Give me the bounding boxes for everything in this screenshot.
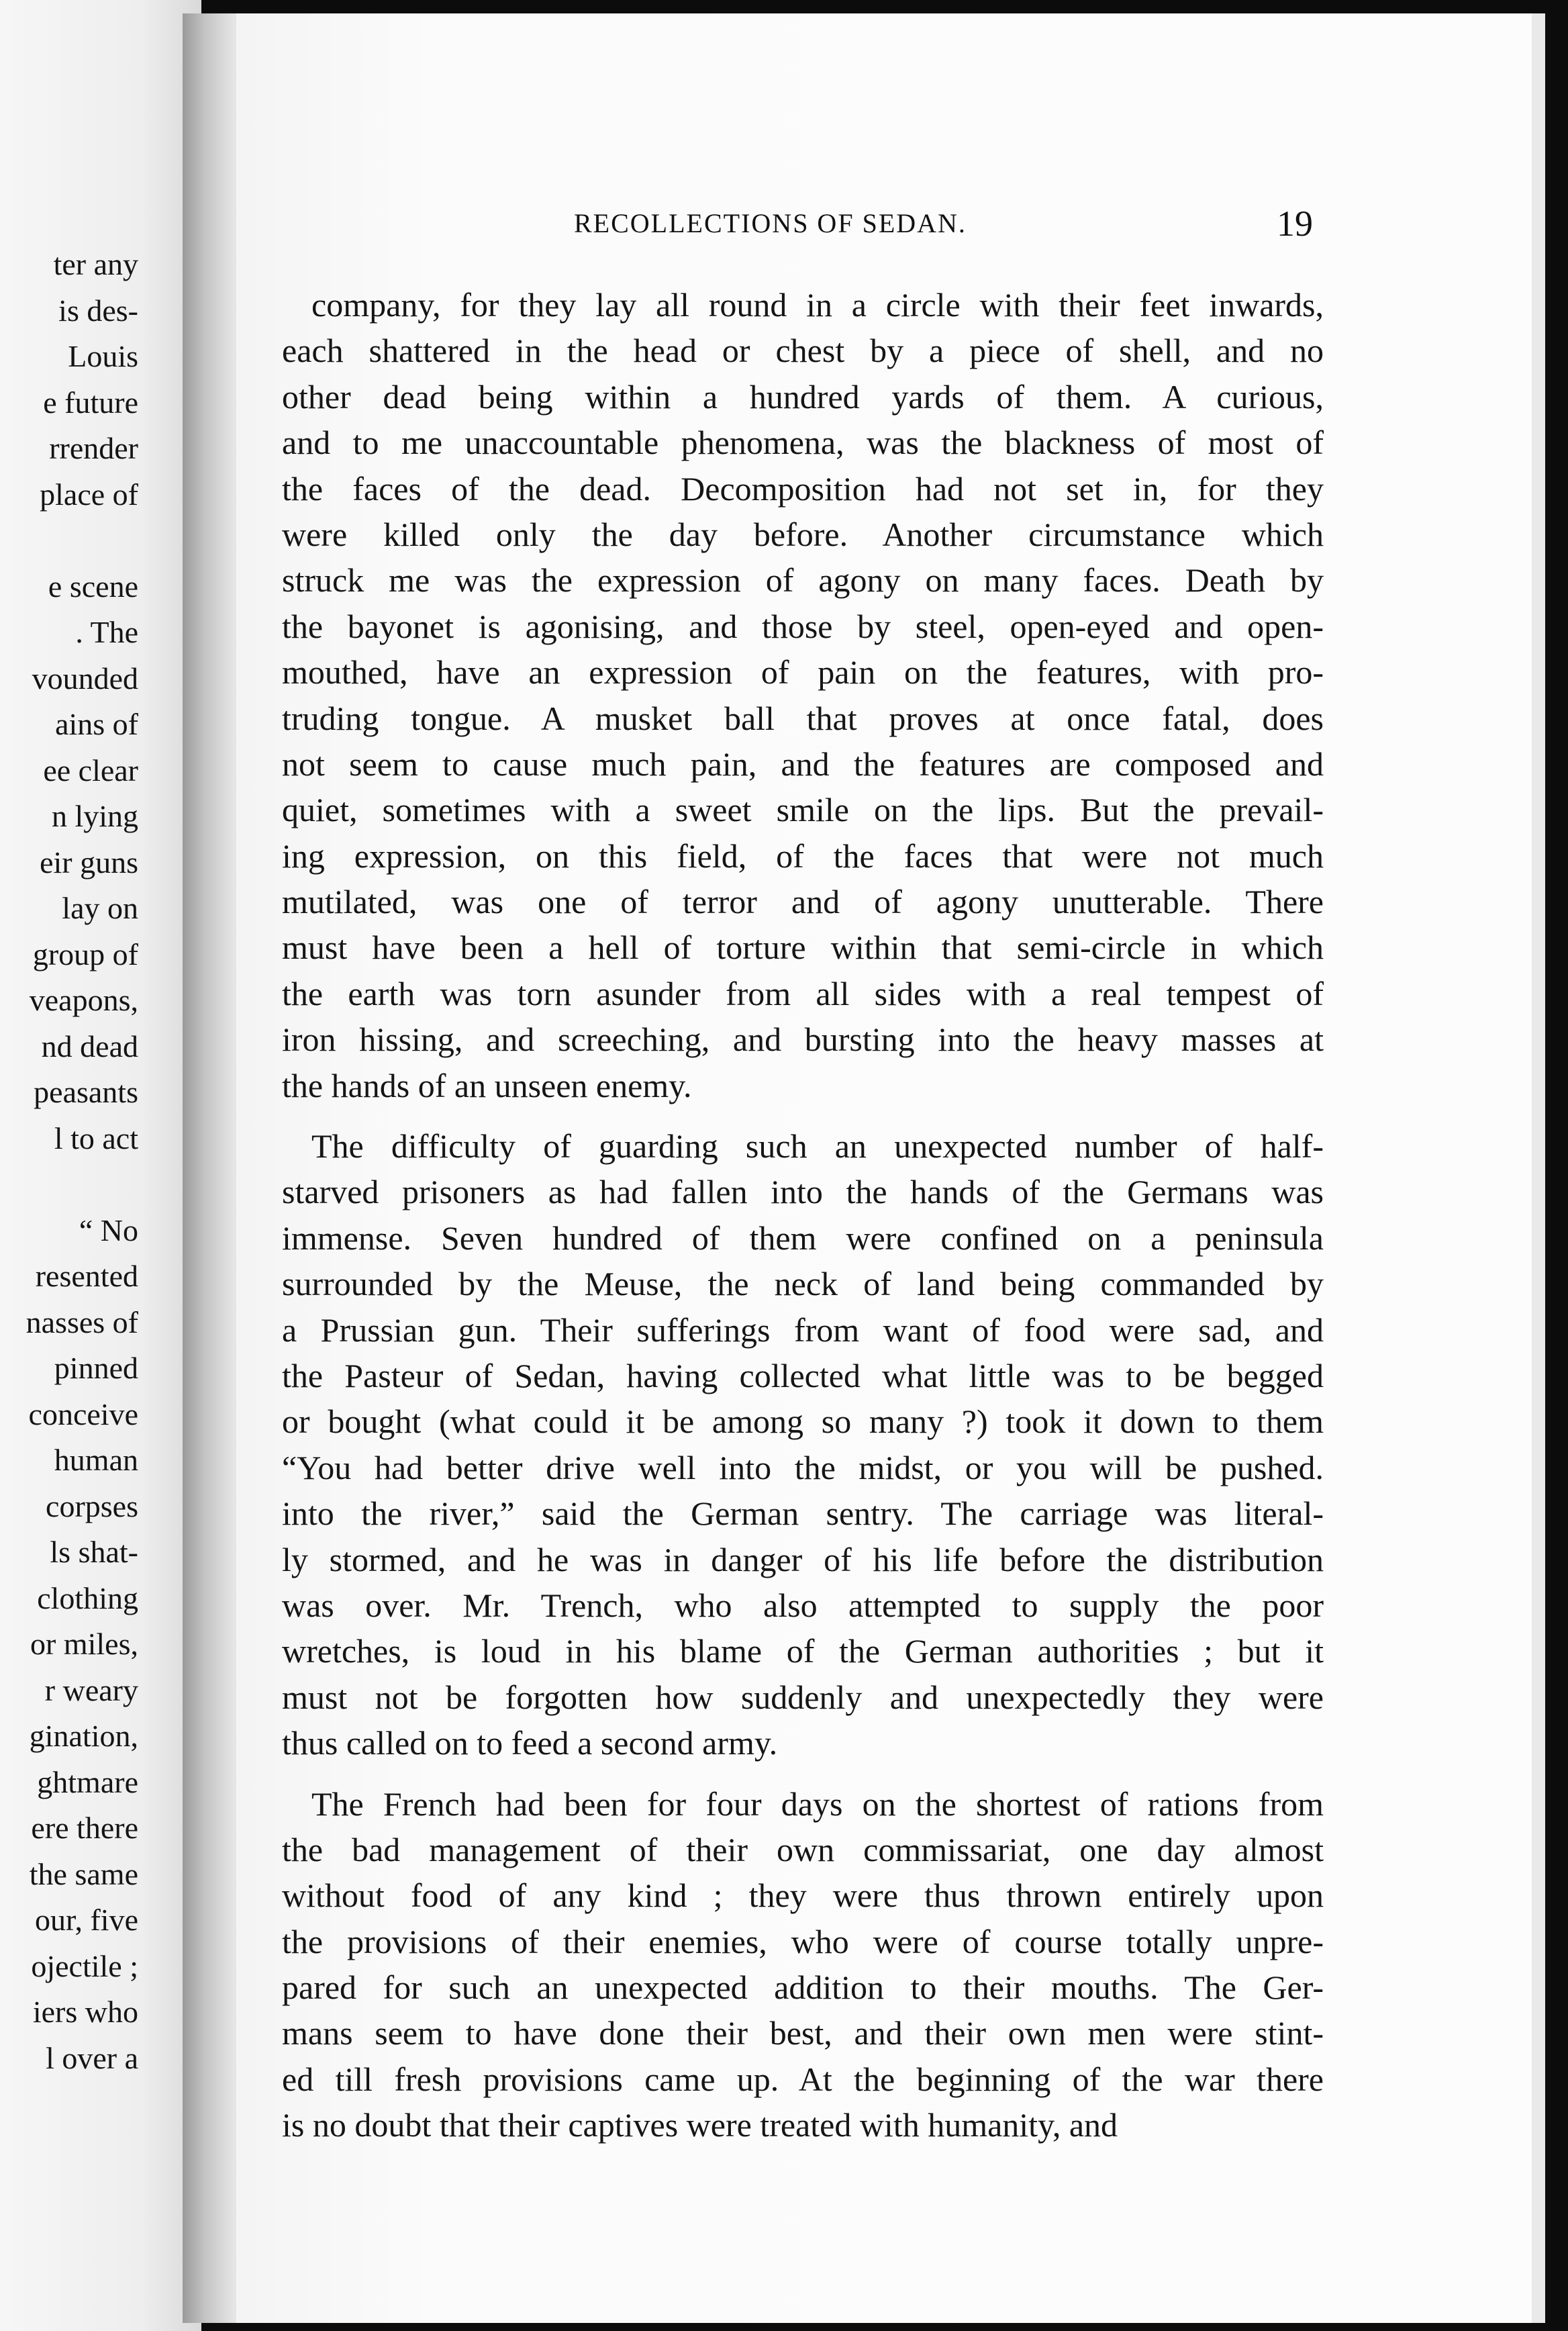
previous-page-line: corpses bbox=[46, 1488, 138, 1523]
text-line: the provisions of their enemies, who were of course totally unpre- bbox=[282, 1922, 1324, 1960]
text-line: were killed only the day before. Another circumstance which bbox=[282, 515, 1324, 553]
page-header bbox=[236, 200, 1532, 247]
text-line: a Prussian gun. Their sufferings from want of food were sad, and bbox=[282, 1311, 1324, 1349]
previous-page-line: veapons, bbox=[29, 983, 138, 1017]
text-line: mans seem to have done their best, and their own men were stint- bbox=[282, 2014, 1324, 2052]
text-line: must have been a hell of torture within that semi-circle in which bbox=[282, 929, 1324, 967]
text-line: the Pasteur of Sedan, having collected what little was to be begged bbox=[282, 1356, 1324, 1394]
previous-page-line: lay on bbox=[62, 891, 138, 925]
previous-page-line: iers who bbox=[32, 1995, 138, 2029]
previous-page-line: eir guns bbox=[40, 845, 138, 879]
text-line: into the river,” said the German sentry. The carriage was literal- bbox=[282, 1494, 1324, 1533]
running-head: RECOLLECTIONS OF SEDAN. bbox=[574, 208, 967, 238]
text-line: without food of any kind ; they were thus thrown entirely upon bbox=[282, 1876, 1324, 1915]
previous-page-line: ojectile ; bbox=[31, 1948, 138, 1983]
previous-page-line: ee clear bbox=[43, 753, 138, 788]
previous-page-line: ls shat- bbox=[50, 1535, 138, 1569]
text-line: mouthed, have an expression of pain on the features, with pro- bbox=[282, 653, 1324, 692]
previous-page-line: e scene bbox=[48, 569, 138, 604]
text-line: The French had been for four days on the shortest of rations from bbox=[311, 1785, 1324, 1823]
previous-page-line: group of bbox=[32, 937, 138, 971]
previous-page-line: the same bbox=[29, 1856, 138, 1891]
text-line: ing expression, on this field, of the faces that were not much bbox=[282, 837, 1324, 875]
previous-page-line: n lying bbox=[51, 799, 138, 833]
previous-page-line: “ No bbox=[79, 1212, 138, 1247]
text-line: must not be forgotten how suddenly and unexpectedly they were bbox=[282, 1678, 1324, 1716]
previous-page-line: resented bbox=[35, 1259, 138, 1293]
text-line: the bayonet is agonising, and those by steel, open-eyed and open- bbox=[282, 607, 1324, 645]
previous-page-line: l to act bbox=[54, 1121, 138, 1155]
previous-page-line bbox=[0, 1161, 138, 1208]
previous-page-text bbox=[0, 242, 138, 2081]
previous-page-line: rrender bbox=[49, 431, 138, 465]
book-page bbox=[236, 13, 1532, 2323]
previous-page-line: ere there bbox=[31, 1811, 138, 1845]
text-line: was over. Mr. Trench, who also attempted to supply the poor bbox=[282, 1586, 1324, 1624]
previous-page-line: ghtmare bbox=[37, 1764, 138, 1799]
text-line: ed till fresh provisions came up. At the beginning of the war there bbox=[282, 2060, 1324, 2098]
previous-page-line: clothing bbox=[37, 1580, 138, 1615]
text-line: wretches, is loud in his blame of the German authorities ; but it bbox=[282, 1632, 1324, 1670]
text-line: quiet, sometimes with a sweet smile on the lips. But the prevail- bbox=[282, 791, 1324, 829]
previous-page-line: ains of bbox=[55, 707, 138, 741]
previous-page bbox=[0, 0, 201, 2331]
text-line: truding tongue. A musket ball that proves at once fatal, does bbox=[282, 699, 1324, 737]
text-line: not seem to cause much pain, and the features are composed and bbox=[282, 745, 1324, 783]
paragraph-1 bbox=[282, 282, 1324, 1108]
text-line: thus called on to feed a second army. bbox=[282, 1724, 778, 1762]
previous-page-line: gination, bbox=[29, 1719, 138, 1753]
previous-page-line: or miles, bbox=[30, 1627, 138, 1661]
previous-page-line: r weary bbox=[44, 1672, 138, 1707]
text-line: the earth was torn asunder from all sides with a real tempest of bbox=[282, 974, 1324, 1012]
text-line: ly stormed, and he was in danger of his life before the distribution bbox=[282, 1540, 1324, 1578]
text-line: surrounded by the Meuse, the neck of land being commanded by bbox=[282, 1265, 1324, 1303]
previous-page-line: nd dead bbox=[41, 1029, 138, 1063]
previous-page-line: nasses of bbox=[26, 1304, 138, 1339]
paragraph-2 bbox=[282, 1123, 1324, 1766]
text-line: “You had better drive well into the midst, or you will be pushed. bbox=[282, 1448, 1324, 1486]
previous-page-line: human bbox=[54, 1443, 138, 1477]
text-line: each shattered in the head or chest by a piece of shell, and no bbox=[282, 332, 1324, 370]
text-line: pared for such an unexpected addition to their mouths. The Ger- bbox=[282, 1968, 1324, 2007]
text-line: the bad management of their own commissariat, one day almost bbox=[282, 1830, 1324, 1868]
previous-page-line: Louis bbox=[68, 339, 138, 373]
previous-page-line: our, five bbox=[35, 1903, 138, 1937]
previous-page-line: pinned bbox=[54, 1351, 138, 1385]
previous-page-line: . The bbox=[75, 615, 138, 649]
text-line: mutilated, was one of terror and of agony unutterable. There bbox=[282, 883, 1324, 921]
text-line: The difficulty of guarding such an unexpected number of half- bbox=[311, 1127, 1324, 1166]
text-line: starved prisoners as had fallen into the hands of the Germans was bbox=[282, 1173, 1324, 1211]
previous-page-line: vounded bbox=[32, 661, 138, 696]
page-edge bbox=[1532, 13, 1545, 2323]
previous-page-line bbox=[0, 518, 138, 564]
text-line: the hands of an unseen enemy. bbox=[282, 1066, 692, 1104]
text-line: the faces of the dead. Decomposition had not set in, for they bbox=[282, 469, 1324, 508]
previous-page-line: place of bbox=[40, 477, 138, 512]
previous-page-line: peasants bbox=[34, 1075, 138, 1109]
previous-page-line: ter any bbox=[53, 247, 138, 281]
page-number: 19 bbox=[1277, 203, 1313, 244]
text-line: struck me was the expression of agony on many faces. Death by bbox=[282, 561, 1324, 600]
text-line: immense. Seven hundred of them were confined on a peninsula bbox=[282, 1219, 1324, 1257]
text-line: or bought (what could it be among so many ?) took it down to them bbox=[282, 1402, 1324, 1441]
text-line: is no doubt that their captives were treated with humanity, and bbox=[282, 2106, 1118, 2144]
previous-page-line: is des- bbox=[58, 293, 138, 328]
previous-page-line: conceive bbox=[28, 1396, 138, 1431]
paragraph-3 bbox=[282, 1781, 1324, 2148]
page-body bbox=[282, 282, 1324, 2148]
text-line: other dead being within a hundred yards of them. A curious, bbox=[282, 377, 1324, 416]
text-line: and to me unaccountable phenomena, was the blackness of most of bbox=[282, 424, 1324, 462]
text-line: iron hissing, and screeching, and bursting into the heavy masses at bbox=[282, 1020, 1324, 1059]
previous-page-line: e future bbox=[43, 385, 138, 420]
text-line: company, for they lay all round in a circle with their feet inwards, bbox=[311, 286, 1324, 324]
previous-page-line: l over a bbox=[46, 2040, 138, 2075]
